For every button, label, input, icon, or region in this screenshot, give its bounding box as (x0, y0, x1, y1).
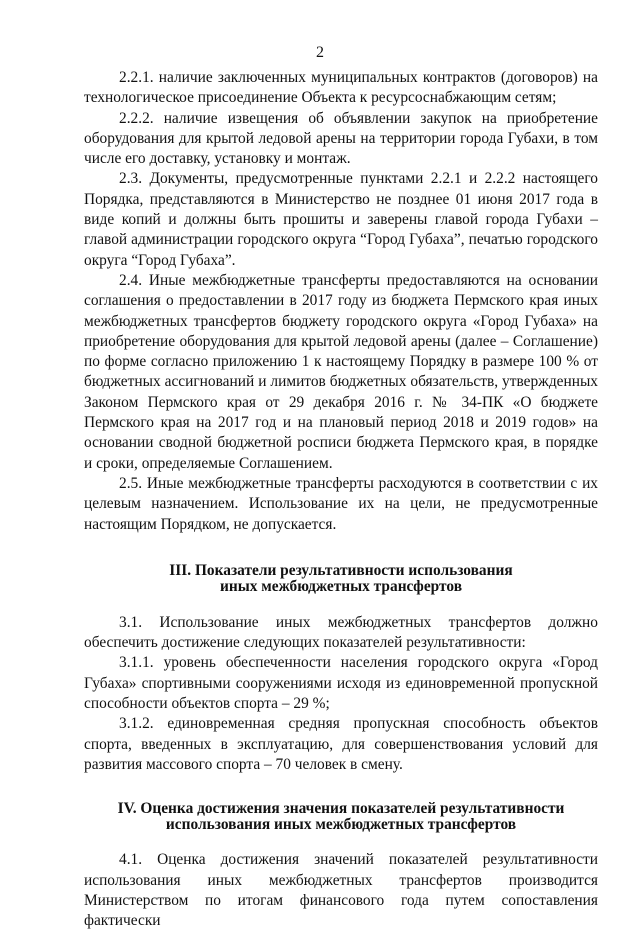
paragraph-2-5: 2.5. Иные межбюджетные трансферты расходуются в соответствии с их целевым назначением. Использование их на цели, не предусмотренные настоящим Порядком, не допускается. (84, 474, 598, 533)
document-body (84, 68, 598, 931)
paragraph-3-1-1: 3.1.1. уровень обеспеченности населения городского округа «Город Губаха» спортивными сооружениями исходя из единовременной пропускной способности объектов спорта – 29 %; (84, 654, 598, 713)
section-heading-3 (84, 563, 598, 595)
section-heading-3-line2: иных межбюджетных трансфертов (219, 577, 463, 595)
section-heading-4-line2: использования иных межбюджетных трансфертов (165, 816, 517, 834)
section-heading-3-line1: III. Показатели результативности использования (169, 561, 513, 579)
page-number: 2 (316, 44, 324, 61)
section-heading-4 (84, 801, 598, 833)
paragraph-2-4: 2.4. Иные межбюджетные трансферты предоставляются на основании соглашения о предоставлении в 2017 году из бюджета Пермского края иных межбюджетных трансфертов бюджету городского округа «Город Губаха» на приобретение оборудования для крытой ледовой арены (далее – Соглашение) по форме согласно приложению 1 к настоящему Порядку в размере 100 % от бюджетных ассигнований и лимитов бюджетных обязательств, утвержденных Законом Пермского края от 29 декабря 2016 г. № 34-ПК «О бюджете Пермского края на 2017 год и на плановый период 2018 и 2019 годов» на основании сводной бюджетной росписи бюджета Пермского края, в порядке и сроки, определяемые Соглашением. (84, 271, 598, 472)
paragraph-2-3: 2.3. Документы, предусмотренные пунктами 2.2.1 и 2.2.2 настоящего Порядка, представляются в Министерство не позднее 01 июня 2017 года в виде копий и должны быть прошиты и заверены главой города Губахи – главой администрации городского округа “Город Губаха”, печатью городского округа “Город Губаха”. (84, 170, 598, 269)
paragraph-3-1-2: 3.1.2. единовременная средняя пропускная способность объектов спорта, введенных в эксплуатацию, для совершенствования условий для развития массового спорта – 70 человек в смену. (84, 715, 598, 773)
paragraph-3-1: 3.1. Использование иных межбюджетных трансфертов должно обеспечить достижение следующих показателей результативности: (84, 613, 598, 652)
paragraph-4-1: 4.1. Оценка достижения значений показателей результативности использования иных межбюджетных трансфертов производится Министерством по итогам финансового года путем сопоставления фактически (84, 851, 598, 930)
paragraph-2-2-2: 2.2.2. наличие извещения об объявлении закупок на приобретение оборудования для крытой ледовой арены на территории города Губахи, в том числе его доставку, установку и монтаж. (84, 109, 598, 168)
section-heading-4-line1: IV. Оценка достижения значения показателей результативности (117, 800, 565, 818)
paragraph-2-2-1: 2.2.1. наличие заключенных муниципальных контрактов (договоров) на технологическое присоединение Объекта к ресурсоснабжающим сетям; (84, 69, 598, 107)
